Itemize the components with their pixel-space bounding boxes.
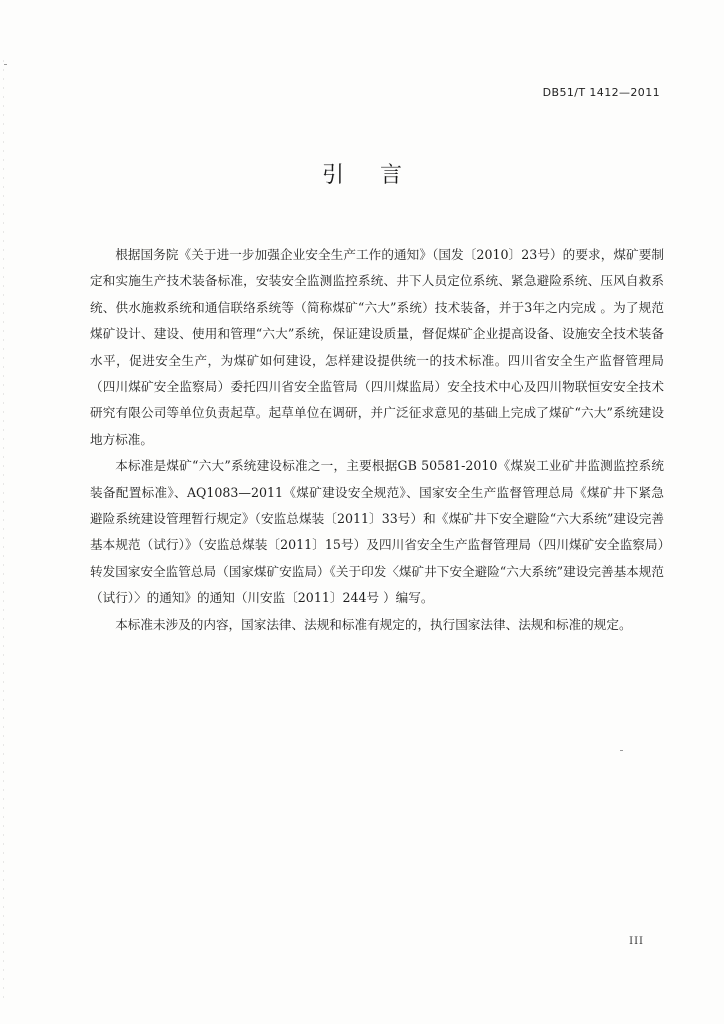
page-title: 引言 [321,163,438,188]
paragraph: 根据国务院《关于进一步加强企业安全生产工作的通知》（国发〔2010〕23号）的要求，煤矿要制定和实施生产技术装备标准，安装安全监测监控系统、井下人员定位系统、紧急避险系统、压风自救系统、供水施救系统和通信联络系统等（简称煤矿“六大”系统）技术装备，并于3年之内完成 。为了规范煤矿设计、建设、使用和管理“六大”系统，保证建设质量，督促煤矿企业提高设备、设施安全技术装备水平，促进安全生产，为煤矿如何建设，怎样建设提供统一的技术标准。四川省安全生产监督管理局（四川煤矿安全监察局）委托四川省安全监管局（四川煤监局）安全技术中心及四川物联恒安安全技术研究有限公司等单位负责起草。起草单位在调研，并广泛征求意见的基础上完成了煤矿“六大”系统建设地方标准。 [90,247,664,447]
scan-edge-artifact [3,60,4,1000]
scan-dot-artifact [620,750,623,751]
body-text [90,242,664,638]
scan-dot-artifact [4,64,7,65]
page-number: III [629,936,644,947]
paragraph: 本标准未涉及的内容，国家法律、法规和标准有规定的，执行国家法律、法规和标准的规定。 [115,616,632,632]
standard-code: DB51/T 1412—2011 [542,86,660,99]
paragraph: 本标准是煤矿“六大”系统建设标准之一，主要根据GB 50581-2010《煤炭工业矿井监测监控系统装备配置标准》、AQ1083—2011《煤矿建设安全规范》、国家安全生产监督管理总局《煤矿井下紧急避险系统建设管理暂行规定》（安监总煤装〔2011〕33号）和《煤矿井下安全避险“六大系统”建设完善基本规范（试行）》（安监总煤装〔2011〕15号）及四川省安全生产监督管理局（四川煤矿安全监察局）转发国家安全监管总局（国家煤矿安监局）《关于印发〈煤矿井下安全避险“六大系统”建设完善基本规范（试行）〉的通知》的通知（川安监〔2011〕244号 ）编写。 [90,458,664,606]
